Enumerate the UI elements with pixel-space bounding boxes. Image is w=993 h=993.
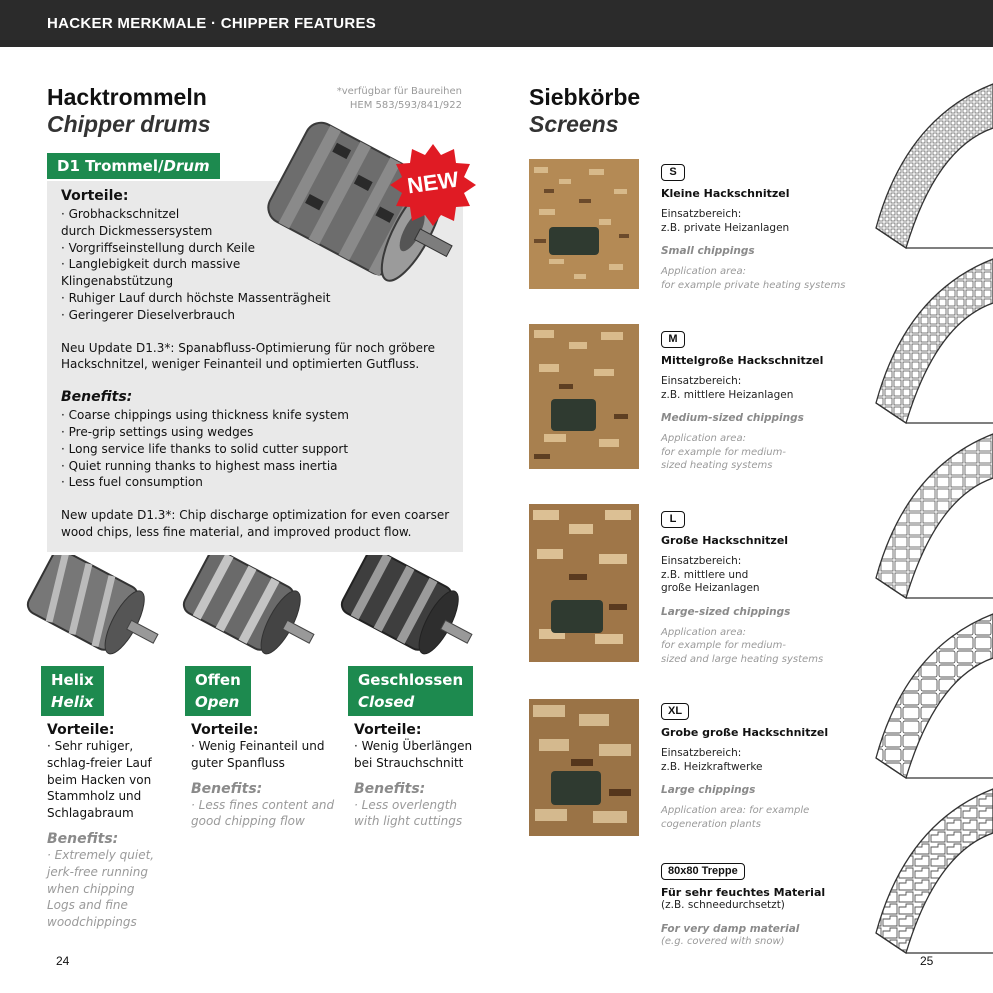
basket-xl-icon [876, 614, 993, 778]
d1-text-block: Vorteile: · Grobhackschnitzel durch Dickmessersystem · Vorgriffseinstellung durch Keile · Langlebigkeit durch massive Klingenabstützung · Ruhiger Lauf durch höchste Massenträgheit · Geringerer Dieselverbrauch Neu Update D1.3*: Spanabfluss-Optimierung für noch gröbere Hackschnitzel, weniger Feinanteil und optimierten Gutfluss. Benefits: · Coarse chippings using thickness knife system · Pre-grip settings using wedges · Long service life thanks to solid cutter support · Quiet running thanks to highest mass inertia · Less fuel consumption New update D1.3*: Chip discharge optimization for even coarser wood chips, less fine material, and improved product flow. [61, 188, 461, 541]
d1-update-de: Neu Update D1.3*: Spanabfluss-Optimierung für noch gröbere Hackschnitzel, weniger Feinanteil und optimierten Gutfluss. [61, 340, 436, 372]
screen-m-info: M Mittelgroße Hackschnitzel Einsatzbereich: z.B. mittlere Heizanlagen Medium-sized chippings Application area: for example for medium- sized heating systems [661, 333, 824, 471]
screen-l-info: L Große Hackschnitzel Einsatzbereich: z.B. mittlere und große Heizanlagen Large-sized chippings Application area: for example for medium- sized and large heating systems [661, 513, 824, 665]
page-number-left: 24 [56, 954, 70, 968]
screen-stair-info: 80x80 Treppe Für sehr feuchtes Material (z.B. schneedurchsetzt) For very damp material (e.g. covered with snow) [661, 865, 826, 947]
size-badge-stair: 80x80 Treppe [661, 863, 745, 880]
open-drum-image [178, 555, 320, 665]
screens-title-de: Siebkörbe [529, 84, 641, 110]
page-number-right: 25 [920, 954, 934, 968]
helix-text: Vorteile: · Sehr ruhiger, schlag-freier Lauf beim Hacken von Stammholz und Schlagabraum Benefits: · Extremely quiet, jerk-free running when chipping Logs and fine woodchippings [47, 722, 155, 930]
helix-tag: Helix Helix [41, 666, 104, 716]
screen-xl-info: XL Grobe große Hackschnitzel Einsatzbereich: z.B. Heizkraftwerke Large chippings Application area: for example cogeneration plants [661, 705, 829, 830]
screens-title-en: Screens [529, 111, 619, 137]
basket-stair-icon [876, 789, 993, 953]
header-title: HACKER MERKMALE · CHIPPER FEATURES [47, 15, 377, 32]
closed-text: Vorteile: · Wenig Überlängen bei Strauchschnitt Benefits: · Less overlength with light cuttings [354, 722, 473, 829]
screen-s-info: S Kleine Hackschnitzel Einsatzbereich: z.B. private Heizanlagen Small chippings Application area: for example private heating systems [661, 166, 846, 291]
screen-baskets-illustration [866, 78, 993, 968]
screen-m-photo [529, 324, 639, 469]
basket-s-icon [876, 84, 993, 248]
new-badge-text: NEW [405, 166, 461, 199]
drums-title-en: Chipper drums [47, 111, 211, 137]
d1-update-en: New update D1.3*: Chip discharge optimization for even coarser wood chips, less fine material, and improved product flow. [61, 508, 450, 539]
basket-m-icon [876, 259, 993, 423]
drums-title-de: Hacktrommeln [47, 84, 207, 110]
helix-drum-image [22, 555, 164, 665]
closed-drum-image [336, 555, 478, 665]
availability-note: *verfügbar für Baureihen HEM 583/593/841/922 [336, 86, 462, 111]
size-badge-xl: XL [661, 703, 689, 720]
screen-xl-photo [529, 699, 639, 836]
screen-s-photo [529, 159, 639, 289]
size-badge-m: M [661, 331, 685, 348]
closed-tag: Geschlossen Closed [348, 666, 473, 716]
basket-l-icon [876, 434, 993, 598]
size-badge-s: S [661, 164, 685, 181]
open-tag: Offen Open [185, 666, 251, 716]
size-badge-l: L [661, 511, 685, 528]
screen-l-photo [529, 504, 639, 662]
open-text: Vorteile: · Wenig Feinanteil und guter Spanfluss Benefits: · Less fines content and good chipping flow [191, 722, 335, 829]
d1-tag: D1 Trommel/Drum [47, 153, 220, 179]
